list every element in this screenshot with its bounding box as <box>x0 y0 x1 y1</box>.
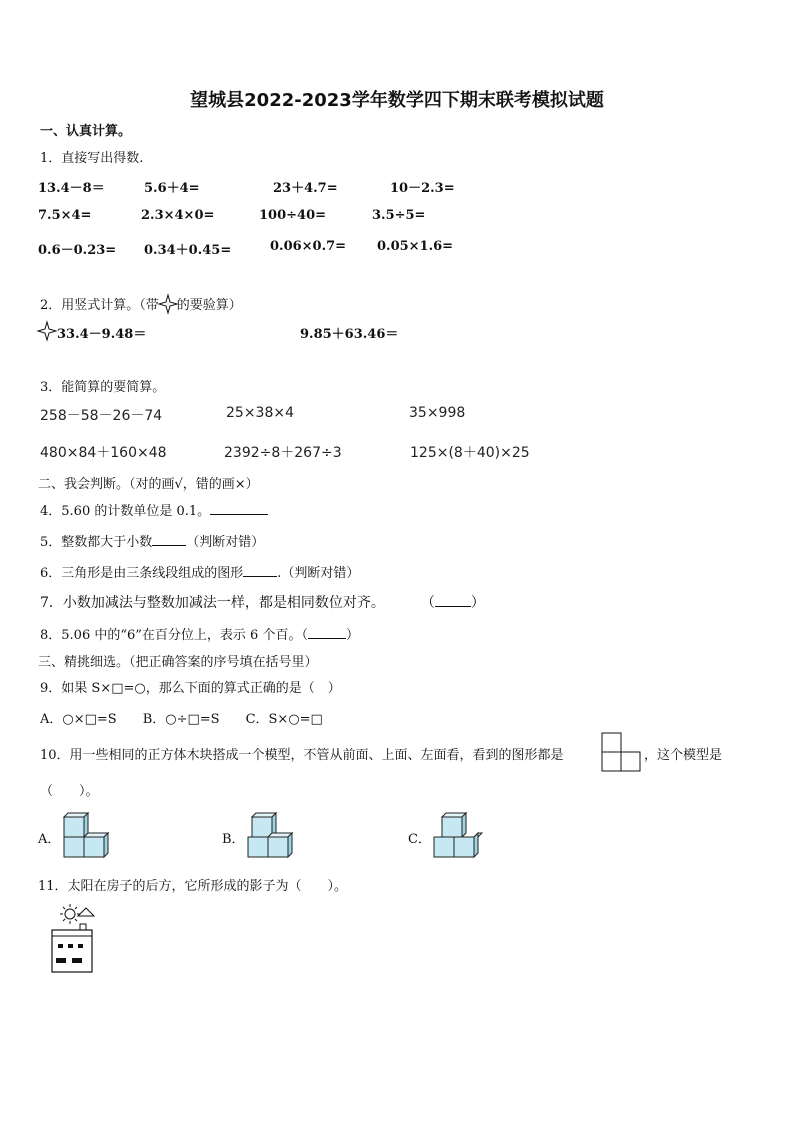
q3-expr: 35×998 <box>409 405 466 421</box>
q5-pre: 5．整数都大于小数 <box>40 535 153 550</box>
option-b-cubes[interactable] <box>246 811 298 859</box>
answer-blank[interactable] <box>210 502 268 515</box>
q5-post: （判断对错） <box>186 535 265 550</box>
q3-expr: 480×84＋160×48 <box>40 445 167 461</box>
q8-pre: 8．5.06 中的“6”在百分位上，表示 6 个百。（ <box>40 628 308 643</box>
q1-item: 2.3×4×0= <box>141 208 215 223</box>
q1-item: 5.6＋4= <box>144 181 200 196</box>
q3-label: 3．能简算的要简算。 <box>40 380 166 395</box>
q2-label <box>40 291 242 313</box>
q4-label: 4．5.60 的计数单位是 0.1。 <box>40 504 211 519</box>
option-a-label[interactable]: A． <box>38 832 61 847</box>
q1-item: 13.4－8＝ <box>38 181 105 196</box>
q3-expr: 258－58－26－74 <box>40 408 163 424</box>
q10-text: 10．用一些相同的正方体木块搭成一个模型，不管从前面、上面、左面看，看到的图形都是 <box>40 748 564 763</box>
option-b-label[interactable]: B． <box>222 832 245 847</box>
q5-text <box>40 531 264 550</box>
q7-paren-left: （ <box>420 595 435 611</box>
answer-blank[interactable] <box>152 533 186 546</box>
q9-options: A．○×□=S B．○÷□=S C．S×○=□ <box>40 712 323 727</box>
q6-pre: 6．三角形是由三条线段组成的图形 <box>40 566 244 581</box>
q1-item: 0.05×1.6= <box>377 239 454 254</box>
answer-blank[interactable] <box>308 626 346 639</box>
q1-item: 0.34＋0.45= <box>144 243 232 258</box>
q9-text: 9．如果 S×□=○，那么下面的算式正确的是（ ） <box>40 681 341 696</box>
q2-label-post: 的要验算） <box>176 298 242 313</box>
q1-item: 10－2.3= <box>390 181 455 196</box>
option-a-cubes[interactable] <box>62 811 110 859</box>
q7-text <box>40 592 485 612</box>
q1-item: 7.5×4= <box>38 208 92 223</box>
option-c-cubes[interactable] <box>432 811 486 859</box>
section-3-heading: 三、精挑细选。（把正确答案的序号填在括号里） <box>38 655 318 670</box>
answer-blank[interactable] <box>243 564 277 577</box>
q1-item: 0.6－0.23= <box>38 243 117 258</box>
q2-expr-1: 33.4－9.48＝ <box>57 327 147 342</box>
q3-expr: 25×38×4 <box>226 405 294 421</box>
q7-paren-right: ） <box>470 595 485 611</box>
section-1-heading: 一、认真计算。 <box>40 124 132 139</box>
q11-text: 11．太阳在房子的后方，它所形成的影子为（ ）。 <box>38 879 348 894</box>
q1-label: 1．直接写出得数. <box>40 151 144 166</box>
house-sun-figure <box>46 904 106 976</box>
q8-text <box>40 624 359 643</box>
page-title: 望城县2022-2023学年数学四下期末联考模拟试题 <box>190 90 604 111</box>
q1-item: 100÷40= <box>259 208 327 223</box>
q4-text <box>40 500 268 519</box>
q1-item: 3.5÷5= <box>372 208 426 223</box>
view-shape-figure <box>602 733 642 773</box>
star-icon <box>38 322 56 340</box>
q7-label: 7．小数加减法与整数加减法一样，都是相同数位对齐。 <box>40 595 385 611</box>
q3-expr: 2392÷8＋267÷3 <box>224 445 342 461</box>
q3-expr: 125×(8＋40)×25 <box>410 445 530 461</box>
q1-item: 0.06×0.7= <box>270 239 347 254</box>
q6-post: .（判断对错） <box>277 566 360 581</box>
q2-expr-2: 9.85＋63.46＝ <box>300 327 399 342</box>
q2-label-pre: 2．用竖式计算。（带 <box>40 298 159 313</box>
option-c-label[interactable]: C． <box>408 832 431 847</box>
q6-text <box>40 562 359 581</box>
q10-text-post: ，这个模型是 <box>644 748 723 763</box>
q10-paren: （ ）。 <box>40 784 99 799</box>
sun-icon <box>65 909 75 919</box>
q8-post: ） <box>345 628 359 643</box>
answer-blank[interactable] <box>435 594 471 607</box>
q1-item: 23＋4.7= <box>273 181 338 196</box>
star-icon <box>159 295 177 313</box>
section-2-heading: 二、我会判断。（对的画√，错的画×） <box>38 477 259 492</box>
